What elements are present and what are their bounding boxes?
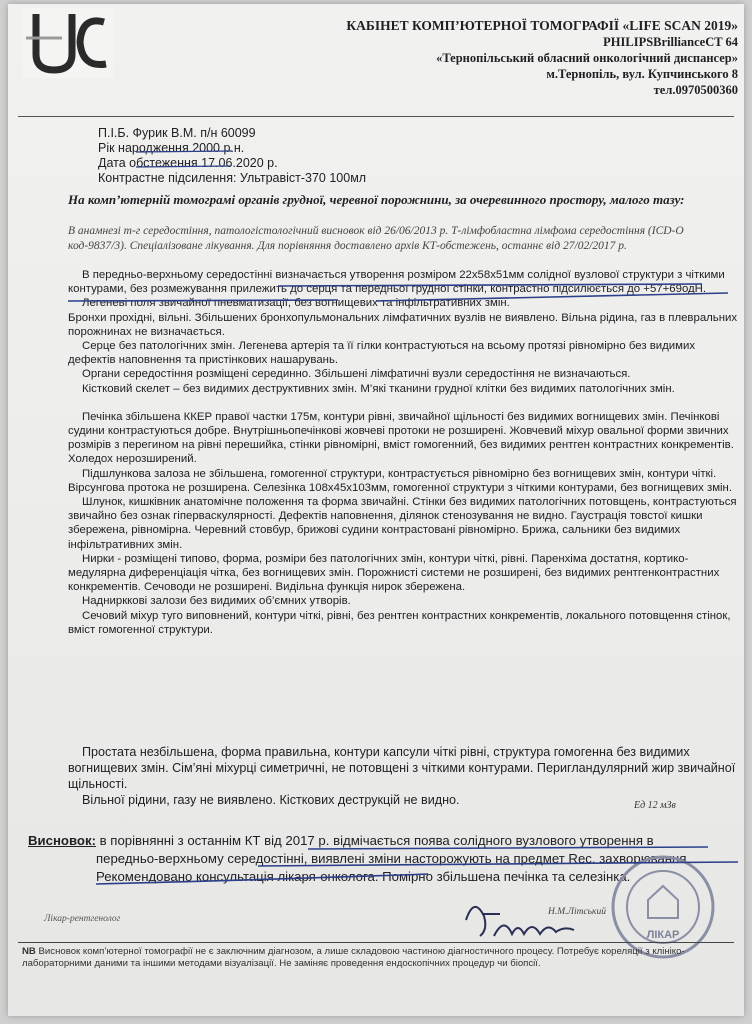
clinic-address: м.Тернопіль, вул. Купчинського 8	[546, 67, 738, 81]
finding-free-fluid: Вільної рідини, газу не виявлено. Кісткових деструкцій не видно.	[82, 793, 460, 807]
findings-body	[68, 268, 738, 637]
conclusion-line-1: в порівнянні з останнім КТ від 2017 р. відмічається поява солідного вузлового утворення в	[95, 833, 654, 848]
finding-gi-tract: Шлунок, кишківник анатомічне положення та форма звичайні. Стінки без видимих патологічних потовщень, контрастуються звичайно без ознак гіперваскулярності. Дефектів наповнення, ділянок стенозування не видно. Гаустрація товстої кишки збережена, рівномірна. Черевний стовбур, брижові судини контрастовані рівномірно. Брижа, сальники без видимих інфільтративних змін.	[68, 496, 737, 551]
clinic-phone: тел.0970500360	[653, 83, 738, 97]
conclusion-label: Висновок:	[28, 833, 96, 848]
conclusion-line-2: передньо-верхньому середостінні, виявлені зміни насторожують на предмет Rec. захворювання.	[96, 851, 691, 866]
exam-intro: На комп’ютерній томограмі органів грудної, черевної порожнини, за очеревинного простору, малого тазу:	[68, 192, 685, 207]
clinic-logo	[22, 8, 114, 78]
hospital-name: «Тернопільський обласний онкологічний диспансер»	[436, 51, 738, 65]
finding-mediastinum: В передньо-верхньому середостінні визначається утворення розміром 22х58х51мм солідної вузлової структури з чіткими контурами, без розмежування прилежить до серця та передньої грудної стінки, контрастно підсилюється до +57+69одН.	[68, 269, 725, 296]
patient-info	[98, 126, 366, 186]
finding-kidneys: Нирки - розміщені типово, форма, розміри без патологічних змін, контури чіткі, рівні. Паренхіма достатня, кортико-медулярна диференціація чітка, без вогнищевих змін. Порожнисті системи не розширені, без видимих рентгенконтрастних конкрементів. Сечоводи не розширені. Видільна функція нирок збережена.	[68, 552, 720, 594]
finding-bladder: Сечовий міхур туго виповнений, контури чіткі, рівні, без рентген контрастних конкрементів, локального потовщення стінок, вміст гомогенної структури.	[68, 609, 731, 636]
patient-name: П.І.Б. Фурик В.М. п/н 60099	[98, 126, 256, 140]
radiation-dose: Ед 12 мЗв	[634, 800, 676, 811]
exam-date: Дата обстеження 17.06.2020 р.	[98, 156, 278, 170]
finding-liver: Печінка збільшена ККЕР правої частки 175м, контури рівні, звичайної щільності без видимих вогнищевих змін. Печінкові судини контрастуються добре. Внутрішньопечінкові жовчеві протоки не розширені. Жовчевий міхур овальної форми звичних розмірів з перегином на рівні перешийка, стінки рівномірні, вміст гомогенний, без видимих рентген контрастних конкрементів. Холедох нерозширений.	[68, 410, 734, 466]
scanner-model: PHILIPSBrillianceCT 64	[603, 35, 738, 49]
finding-heart: Серце без патологічних змін. Легенева артерія та її гілки контрастуються на всьому протязі рівномірно без видимих дефектів наповнення та пристінкових нашарувань.	[68, 340, 696, 367]
header-divider	[18, 116, 734, 117]
finding-prostate: Простата незбільшена, форма правильна, контури капсули чіткі рівні, структура гомогенна без видимих вогнищевих змін. Сім’яні міхурці симетричні, не потовщені з чіткими контурами. Перигландулярний жир звичайної щільності.	[68, 745, 736, 791]
finding-lungs: Легеневі поля звичайної пневматизації, без вогнищевих та інфільтративних змін.	[82, 297, 510, 310]
footer-divider	[18, 942, 734, 943]
finding-bronchi: Бронхи прохідні, вільні. Збільшених бронхопульмональних лімфатичних вузлів не виявлено. Вільна рідина, газ в плевральних порожнинах не визначається.	[68, 311, 738, 338]
conclusion-line-3: Рекомендовано консультація лікаря-онколога. Помірно збільшена печінка та селезінка.	[96, 869, 631, 884]
clinic-header	[178, 18, 738, 98]
document-sheet	[8, 4, 744, 1016]
medical-history: В анамнезі т-г середостіння, патологістологічний висновок від 26/06/2013 р. Т-лімфобластна лімфома середостіння (ICD-O код-9837/3). Спеціалізоване лікування. Для порівняння доставлено архів КТ-обстежень, останнє від 27/02/2017 р.	[68, 225, 684, 252]
findings-pelvis	[68, 744, 738, 808]
clinic-name: КАБІНЕТ КОМП’ЮТЕРНОЇ ТОМОГРАФІЇ «LIFE SCAN 2019»	[346, 18, 738, 33]
finding-skeleton: Кістковий скелет – без видимих деструктивних змін. М’які тканини грудної клітки без видимих патологічних змін.	[82, 382, 675, 395]
patient-birth-year: Рік народження 2000 р.н.	[98, 141, 245, 155]
doctor-role: Лікар-рентгенолог	[44, 914, 121, 924]
finding-pancreas-spleen: Підшлункова залоза не збільшена, гомогенної структури, контрастується рівномірно без вогнищевих змін, контури чіткі. Вірсунгова протока не розширена. Селезінка 108х45х103мм, гомогенної структури з чіткими контурами, без вогнищевих змін.	[68, 467, 733, 494]
disclaimer-label: NB	[22, 946, 36, 957]
stamp-text: ЛІКАР	[646, 929, 680, 941]
finding-adrenals: Наднирккові залози без видимих об’ємних утворів.	[82, 595, 351, 608]
contrast-agent: Контрастне підсилення: Ультравіст-370 100мл	[98, 171, 367, 185]
finding-mediastinal-organs: Органи середостіння розміщені серединно. Збільшені лімфатичні вузли середостіння не визначаються.	[82, 368, 631, 381]
disclaimer-text: Висновок комп’ютерної томографії не є заключним діагнозом, а лише складовою частиною діагностичного процесу. Потребує кореляції з клініко-лабораторними даними та іншими методами візуалізації. Не заміняє проведення ендоскопічних процедур чи біопсії.	[22, 946, 685, 969]
doctor-name: Н.М.Літський	[548, 907, 606, 917]
doctor-signature	[460, 886, 580, 946]
disclaimer	[22, 946, 742, 970]
